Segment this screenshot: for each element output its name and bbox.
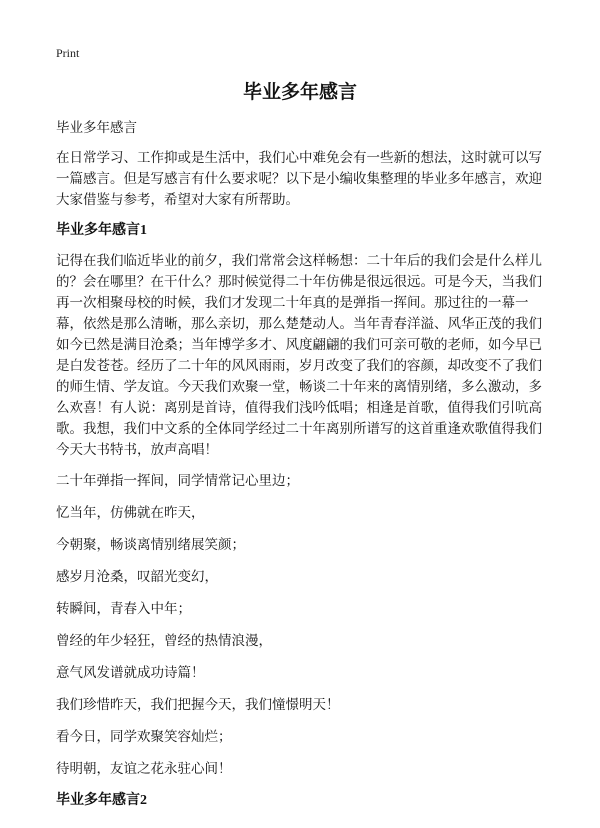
poem-line: 意气风发谱就成功诗篇！ — [56, 665, 205, 681]
poem-line: 曾经的年少轻狂，曾经的热情浪漫， — [56, 633, 272, 649]
section-heading-1: 毕业多年感言1 — [56, 223, 147, 238]
poem-line: 今朝聚，畅谈离情别绪展笑颜； — [56, 537, 245, 553]
poem-line: 看今日，同学欢聚笑容灿烂； — [56, 729, 232, 745]
section-heading-2: 毕业多年感言2 — [56, 793, 147, 808]
section-1-paragraph: 记得在我们临近毕业的前夕，我们常常会这样畅想：二十年后的我们会是什么样儿的？会在哪里？在干什么？那时候觉得二十年仿佛是很远很远。可是今天，当我们再一次相聚母校的时候，我们才发现二十年真的是弹指一挥间。那过往的一幕一幕，依然是那么清晰，那么亲切，那么楚楚动人。当年青春洋溢、风华正茂的我们如今已然是满目沧桑；当年博学多才、风度翩翩的我们可亲可敬的老师，如今早已是白发苍苍。经历了二十年的风风雨雨，岁月改变了我们的容颜，却改变不了我们的师生情、学友谊。今天我们欢聚一堂，畅谈二十年来的离情别绪，多么激动，多么欢喜！有人说：离别是首诗，值得我们浅吟低唱；相逢是首歌，值得我们引吭高歌。我想，我们中文系的全体同学经过二十年离别所谱写的这首重逢欢歌值得我们今天大书特书，放声高唱！ — [56, 253, 542, 458]
poem-line: 待明朝，友谊之花永驻心间！ — [56, 761, 232, 777]
intro-paragraph: 在日常学习、工作抑或是生活中，我们心中难免会有一些新的想法，这时就可以写一篇感言。但是写感言有什么要求呢？以下是小编收集整理的毕业多年感言，欢迎大家借鉴与参考，希望对大家有所帮助。 — [56, 150, 542, 208]
poem-line: 感岁月沧桑，叹韶光变幻， — [56, 569, 218, 585]
poem-line: 二十年弹指一挥间，同学情常记心里边； — [56, 473, 299, 489]
article-subtitle: 毕业多年感言 — [56, 120, 137, 136]
poem-line: 忆当年，仿佛就在昨天， — [56, 505, 205, 521]
poem-line: 转瞬间，青春入中年； — [56, 601, 191, 617]
print-link[interactable]: Print — [56, 46, 80, 60]
article-content — [56, 118, 546, 821]
page-title: 毕业多年感言 — [242, 81, 357, 103]
poem-line: 我们珍惜昨天，我们把握今天，我们憧憬明天！ — [56, 697, 340, 713]
